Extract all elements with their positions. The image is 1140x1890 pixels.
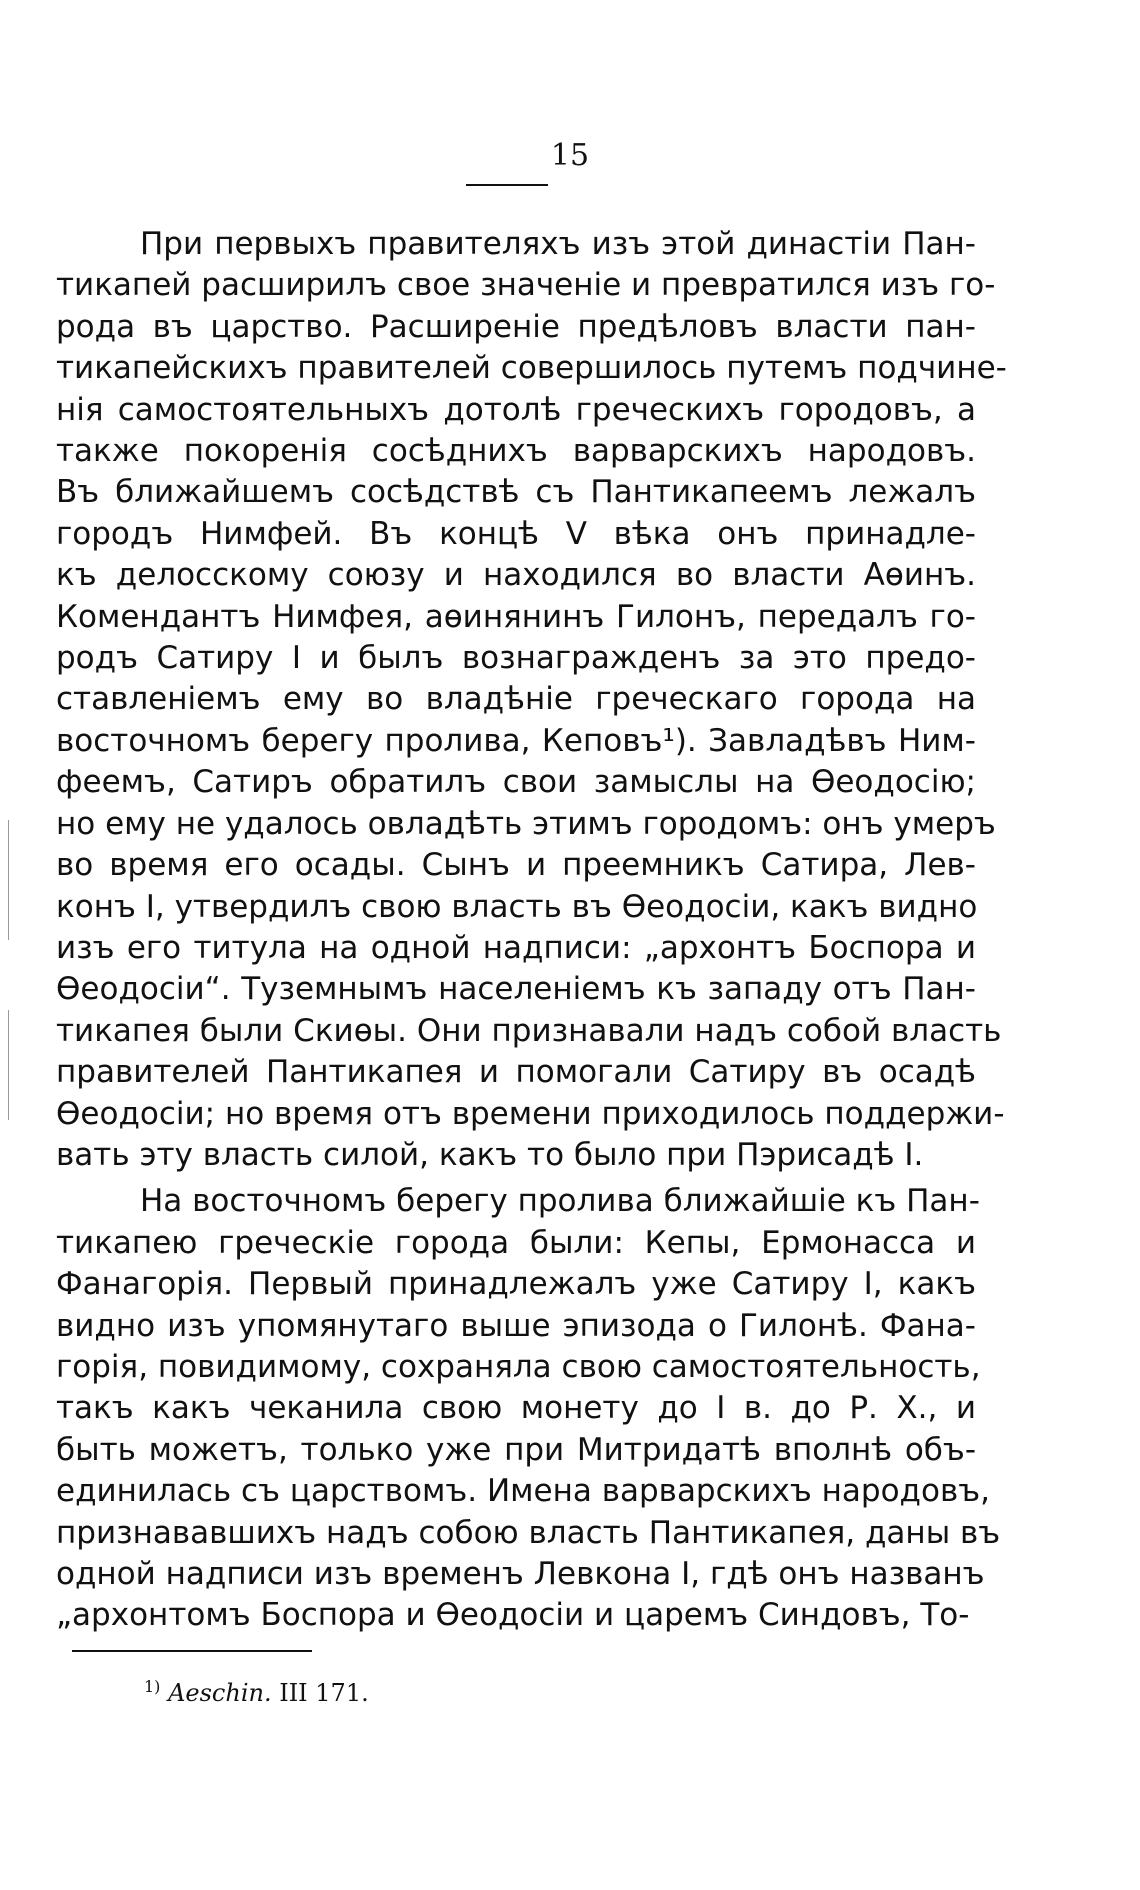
text-line: единилась съ царствомъ. Имена варварскихъ народовъ, bbox=[56, 1473, 990, 1510]
paragraph bbox=[56, 1181, 1001, 1636]
text-line: такъ какъ чеканила свою монету до I в. до Р. Х., и bbox=[56, 1390, 976, 1427]
text-line: тикапейскихъ правителей совершилось путемъ подчине- bbox=[56, 350, 1007, 387]
footnote-author: Aeschin. bbox=[168, 1679, 272, 1707]
text-line: тикапея были Скиѳы. Они признавали надъ собой власть bbox=[56, 1012, 1002, 1049]
text-line: нія самостоятельныхъ дотолѣ греческихъ городовъ, а bbox=[56, 391, 976, 428]
text-line: одной надписи изъ временъ Левкона I, гдѣ онъ названъ bbox=[56, 1556, 985, 1592]
text-line: правителей Пантикапея и помогали Сатиру въ осадѣ bbox=[56, 1054, 976, 1091]
text-line: На восточномъ берегу пролива ближайшіе къ Пан- bbox=[140, 1183, 980, 1220]
text-line: во время его осады. Сынъ и преемникъ Сатира, Лев- bbox=[56, 847, 976, 884]
text-line: Ѳеодосіи; но время отъ времени приходилось поддержи- bbox=[56, 1095, 1005, 1132]
footnote-reference: III 171. bbox=[279, 1679, 369, 1707]
body-text bbox=[56, 224, 1007, 1637]
text-line: тикапей расширилъ свое значеніе и превратился изъ го- bbox=[56, 267, 996, 304]
text-line: При первыхъ правителяхъ изъ этой династіи Пан- bbox=[140, 226, 976, 262]
text-line: ставленіемъ ему во владѣніе греческаго города на bbox=[56, 681, 976, 718]
text-line: признававшихъ надъ собою власть Пантикапея, даны въ bbox=[56, 1514, 1001, 1551]
text-line: горія, повидимому, сохраняла свою самостоятельность, bbox=[56, 1348, 981, 1385]
footnote bbox=[144, 1677, 369, 1707]
text-line: „архонтомъ Боспора и Ѳеодосіи и царемъ Синдовъ, То- bbox=[56, 1597, 970, 1634]
scan-edge-mark bbox=[8, 1010, 9, 1120]
paragraph bbox=[56, 224, 1007, 1176]
text-line: Въ ближайшемъ сосѣдствѣ съ Пантикапеемъ лежалъ bbox=[56, 474, 976, 511]
text-line: видно изъ упомянутаго выше эпизода о Гилонѣ. Фана- bbox=[56, 1307, 976, 1344]
text-line: Комендантъ Нимфея, аѳинянинъ Гилонъ, передалъ го- bbox=[56, 598, 976, 635]
text-line: но ему не удалось овладѣть этимъ городомъ: онъ умеръ bbox=[56, 805, 996, 842]
text-line: городъ Нимфей. Въ концѣ V вѣка онъ принадле- bbox=[56, 515, 976, 552]
text-line: рода въ царство. Расширеніе предѣловъ власти пан- bbox=[56, 308, 976, 345]
text-line: тикапею греческіе города были: Кепы, Ермонасса и bbox=[56, 1224, 976, 1261]
text-line: родъ Сатиру I и былъ вознагражденъ за это предо- bbox=[56, 640, 976, 677]
text-line: быть можетъ, только уже при Митридатѣ вполнѣ объ- bbox=[56, 1431, 976, 1468]
scan-edge-mark bbox=[8, 820, 9, 940]
text-line: восточномъ берегу пролива, Кеповъ¹). Завладѣвъ Ним- bbox=[56, 722, 976, 759]
text-line: феемъ, Сатиръ обратилъ свои замыслы на Ѳеодосію; bbox=[56, 764, 976, 801]
text-line: Ѳеодосіи“. Туземнымъ населеніемъ къ западу отъ Пан- bbox=[56, 971, 976, 1008]
text-line: также покоренія сосѣднихъ варварскихъ народовъ. bbox=[56, 433, 976, 470]
text-line: вать эту власть силой, какъ то было при Пэрисадѣ I. bbox=[56, 1136, 924, 1173]
footnote-mark: 1) bbox=[144, 1677, 161, 1696]
text-line: конъ I, утвердилъ свою власть въ Ѳеодосіи, какъ видно bbox=[56, 888, 978, 925]
text-line: Фанагорія. Первый принадлежалъ уже Сатиру I, какъ bbox=[56, 1266, 976, 1303]
page-number: 15 bbox=[550, 138, 590, 173]
text-line: къ делосскому союзу и находился во власти Аѳинъ. bbox=[56, 557, 976, 594]
footnote-divider bbox=[72, 1650, 312, 1652]
page-number-rule bbox=[466, 184, 548, 186]
text-line: изъ его титула на одной надписи: „архонтъ Боспора и bbox=[56, 929, 976, 966]
